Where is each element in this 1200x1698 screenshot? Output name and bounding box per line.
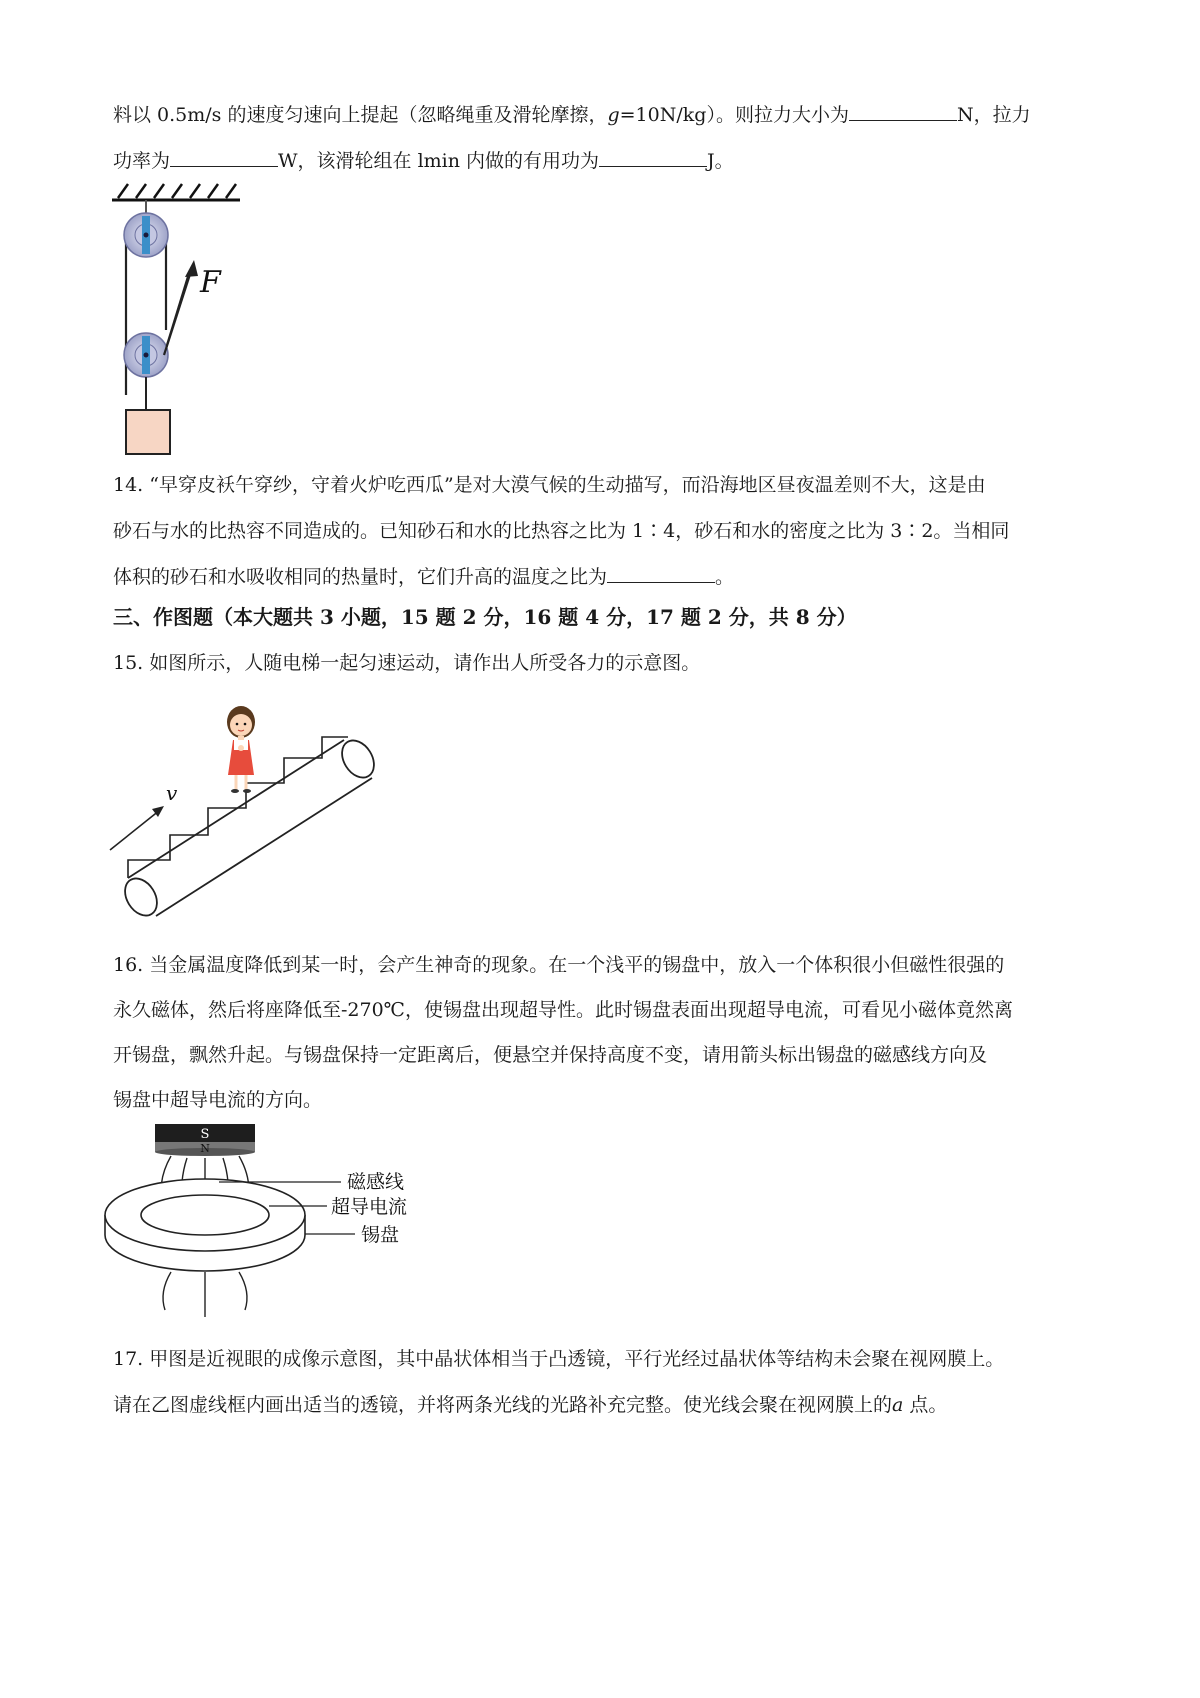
label-field-lines: 磁感线 (347, 1171, 405, 1193)
superconductor-figure (105, 1122, 465, 1322)
q13-text-2a: 功率为 (113, 150, 171, 172)
q16-line-3: 开锡盘，飘然升起。与锡盘保持一定距离后，便悬空并保持高度不变，请用箭头标出锡盘的磁感线方向及 (113, 1044, 988, 1066)
q16-line-4: 锡盘中超导电流的方向。 (113, 1089, 323, 1111)
q16-line-1: 16. 当金属温度降低到某一时，会产生神奇的现象。在一个浅平的锡盘中，放入一个体积很小但磁性很强的 (113, 954, 1005, 976)
magnet-s-label: S (200, 1127, 210, 1142)
section-3-heading: 三、作图题（本大题共 3 小题，15 题 2 分，16 题 4 分，17 题 2 分，共 8 分） (113, 605, 857, 629)
velocity-arrow (110, 806, 164, 850)
q17-line-1: 17. 甲图是近视眼的成像示意图，其中晶状体相当于凸透镜，平行光经过晶状体等结构未会聚在视网膜上。 (113, 1348, 1005, 1370)
q17-text-2a: 请在乙图虚线框内画出适当的透镜，并将两条光线的光路补充完整。使光线会聚在视网膜上的 (113, 1394, 893, 1416)
answer-blank-force[interactable] (849, 100, 957, 121)
q15-text: 15. 如图所示，人随电梯一起匀速运动，请作出人所受各力的示意图。 (113, 652, 701, 674)
q13-text-2b: W，该滑轮组在 lmin 内做的有用功为 (278, 150, 600, 172)
q16-line-2: 永久磁体，然后将座降低至-270℃，使锡盘出现超导性。此时锡盘表面出现超导电流，可看见小磁体竟然离 (113, 999, 1013, 1021)
q14-line-3 (113, 562, 734, 592)
field-lines-lower (163, 1272, 247, 1317)
velocity-label: v (166, 781, 178, 805)
q13-line-2 (113, 146, 734, 176)
q13-text-1b: =10N/kg）。则拉力大小为 (619, 104, 849, 126)
ceiling (112, 184, 240, 200)
q17-line-2 (113, 1390, 947, 1420)
force-label: F (200, 265, 221, 300)
answer-blank-power[interactable] (170, 146, 278, 167)
tin-plate (105, 1179, 305, 1271)
load-block (126, 410, 170, 454)
fixed-pulley (124, 200, 168, 257)
moving-pulley (124, 333, 168, 410)
q13-line-1 (113, 100, 1031, 130)
pulley-figure (110, 180, 250, 460)
label-superconducting-current: 超导电流 (331, 1196, 408, 1218)
force-arrow (164, 260, 198, 355)
q17-text-2b: 点。 (903, 1394, 948, 1416)
answer-blank-useful-work[interactable] (599, 146, 707, 167)
magnet-n-label: N (200, 1142, 210, 1155)
answer-blank-temperature-ratio[interactable] (607, 562, 715, 583)
label-tin-plate: 锡盘 (361, 1224, 400, 1246)
escalator-figure (108, 690, 428, 950)
q13-text-2c: J。 (707, 150, 734, 172)
q17-point-a: a (892, 1394, 904, 1416)
q14-text-3b: 。 (715, 566, 735, 588)
q14-text-3a: 体积的砂石和水吸收相同的热量时，它们升高的温度之比为 (113, 566, 608, 588)
q14-line-2: 砂石与水的比热容不同造成的。已知砂石和水的比热容之比为 1∶4，砂石和水的密度之比为 3∶2。当相同 (113, 520, 1010, 542)
q14-line-1: 14. “早穿皮袄午穿纱，守着火炉吃西瓜”是对大漠气候的生动描写，而沿海地区昼夜温差则不大，这是由 (113, 474, 986, 496)
q13-text-1c: N，拉力 (956, 104, 1031, 126)
q13-text-1a: 料以 0.5m/s 的速度匀速向上提起（忽略绳重及滑轮摩擦， (113, 104, 608, 126)
q13-g-symbol: g (607, 104, 620, 126)
girl-figure (227, 706, 255, 793)
